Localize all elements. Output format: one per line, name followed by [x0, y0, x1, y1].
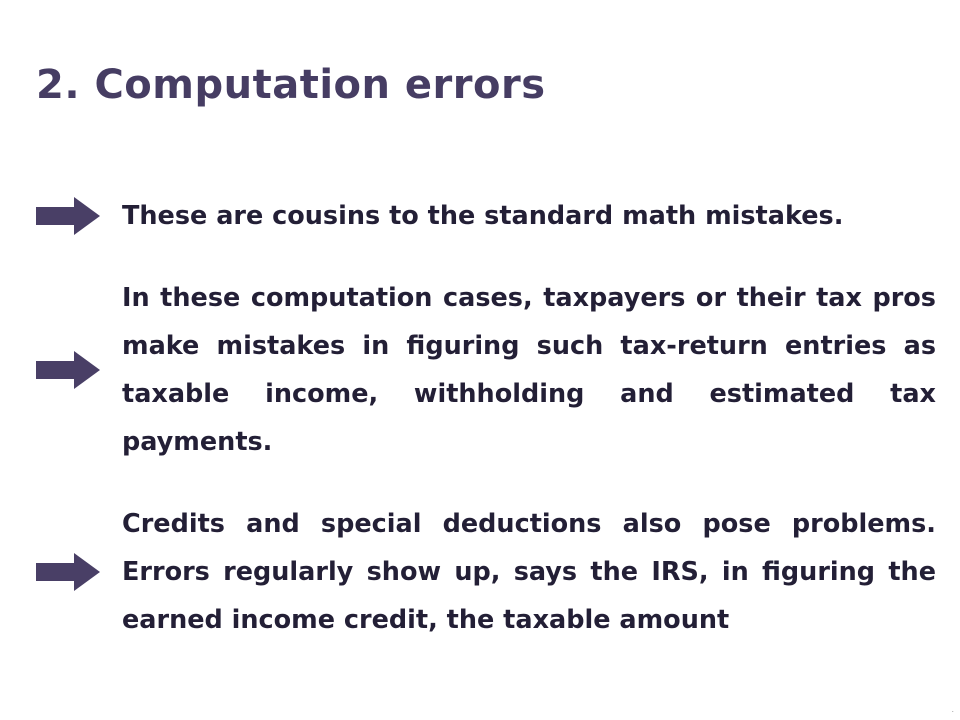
list-item [36, 274, 936, 466]
arrow-right-icon [36, 350, 104, 390]
bullet-list [36, 192, 936, 678]
arrow-right-icon [36, 552, 104, 592]
list-item-text: Credits and special deductions also pose problems. Errors regularly show up, says the IRS, in figuring the earned income credit, the taxable amount [122, 509, 936, 635]
arrow-right-icon [36, 196, 104, 236]
list-item [36, 192, 936, 240]
list-item-text: These are cousins to the standard math mistakes. [122, 201, 844, 231]
corner-mark: . [951, 705, 954, 714]
page-title: 2. Computation errors [36, 62, 546, 108]
list-item [36, 500, 936, 644]
list-item-text: In these computation cases, taxpayers or their tax pros make mistakes in figuring such tax-return entries as taxable income, withholding and estimated tax payments. [122, 283, 936, 457]
